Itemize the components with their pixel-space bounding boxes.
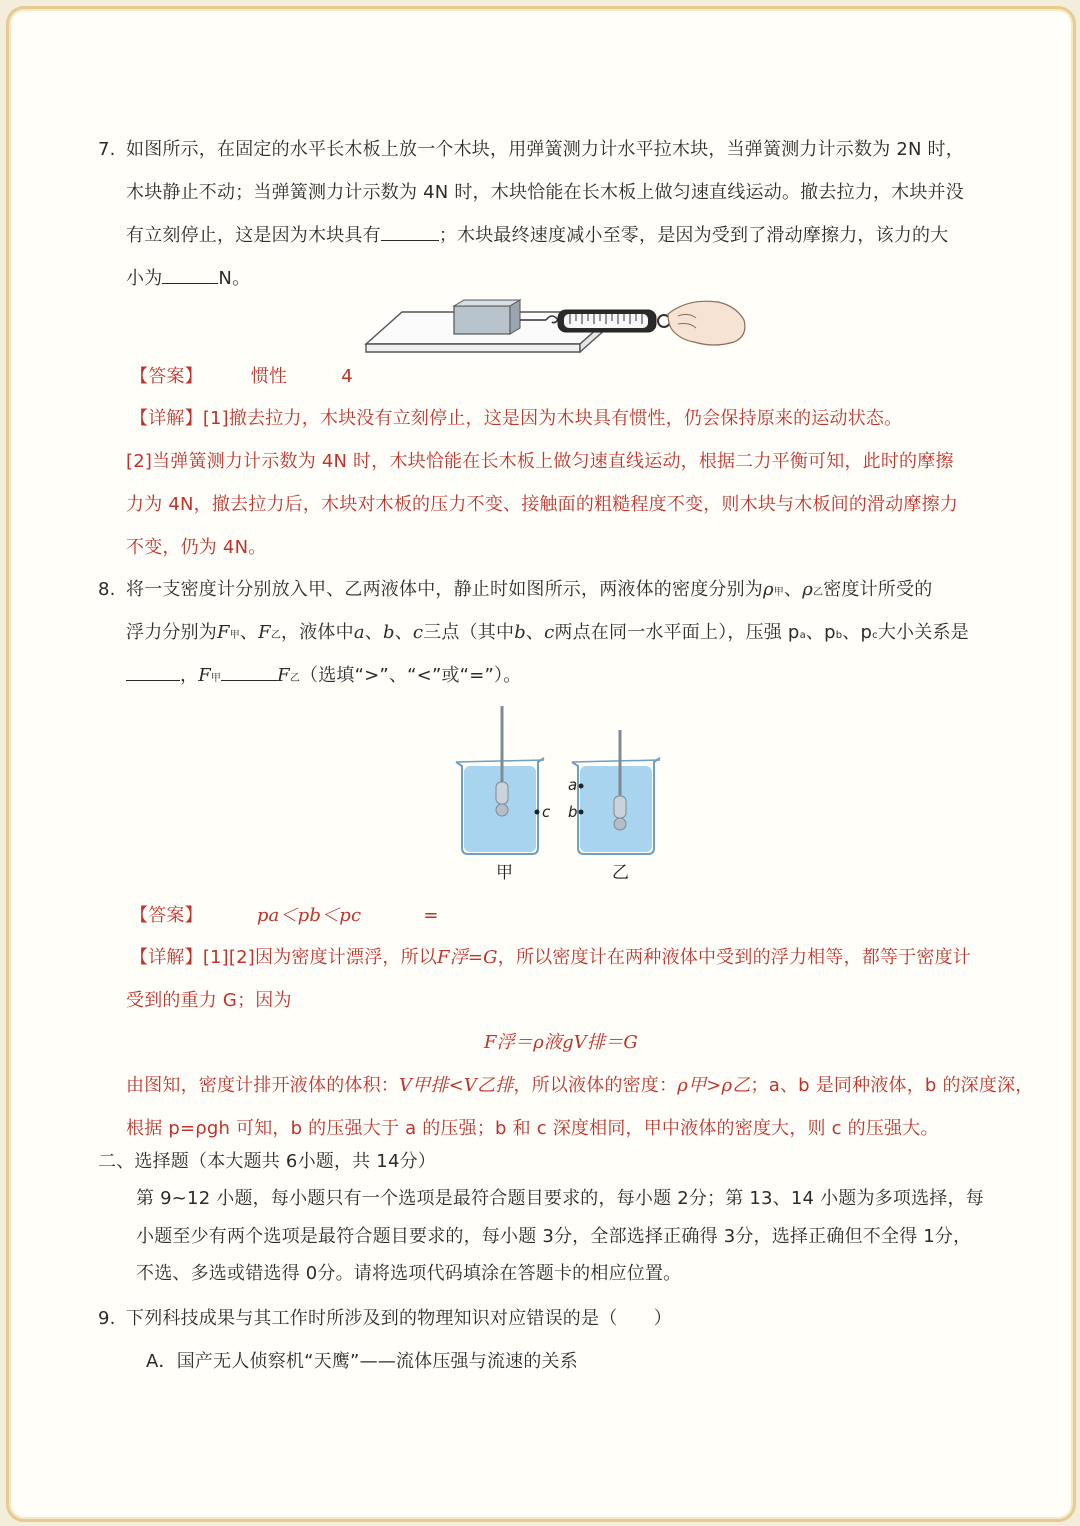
q7-answer: 【答案】 惯性 4 (130, 366, 353, 387)
q8-number: 8. (98, 579, 116, 600)
section-2-intro-1: 第 9~12 小题，每小题只有一个选项是最符合题目要求的，每小题 2分；第 13、14 小题为多项选择，每 (136, 1188, 984, 1209)
hydrometer-bulb (496, 782, 508, 804)
section-2-title: 二、选择题（本大题共 6小题，共 14分） (98, 1151, 436, 1172)
label-a: a (568, 776, 578, 794)
q7-detail-3: 力为 4N，撤去拉力后，木块对木板的压力不变、接触面的粗糙程度不变，则木块与木板间的滑动摩擦力 (126, 494, 959, 515)
q9-number: 9. (98, 1308, 116, 1329)
label-c: c (542, 803, 551, 821)
section-2-intro-2: 小题至少有两个选项是最符合题目要求的，每小题 3分，全部选择正确得 3分，选择正确但不全得 1分， (136, 1226, 972, 1247)
hand (668, 301, 745, 345)
q7-detail-2: [2]当弹簧测力计示数为 4N 时，木块恰能在长木板上做匀速直线运动，根据二力平衡可知，此时的摩擦 (126, 451, 954, 472)
point-c (535, 810, 540, 815)
point-a (579, 784, 584, 789)
q7-detail-4: 不变，仍为 4N。 (126, 537, 267, 558)
answer-blank (381, 222, 439, 241)
q8-detail-3: 由图知，密度计排开液体的体积：V甲排<V乙排，所以液体的密度：ρ甲>ρ乙；a、b 是同种液体，b 的深度深， (126, 1075, 1034, 1096)
q8-answer: 【答案】 pa＜pb＜pc = (130, 905, 439, 926)
q8-formula: F浮＝ρ液gV排＝G (484, 1032, 638, 1053)
q8-line-3: ，F甲 F乙（选填“>”、“<”或“=”）。 (126, 662, 521, 692)
q9-option-a[interactable]: A．国产无人侦察机“天鹰”——流体压强与流速的关系 (146, 1351, 578, 1372)
q7-line-3: 有立刻停止，这是因为木块具有 ；木块最终速度减小至零，是因为受到了滑动摩擦力，该力的大 (126, 222, 948, 249)
q8-line-2: 浮力分别为F甲、F乙，液体中a、b、c三点（其中b、c两点在同一水平面上），压强 pa、pb、pc大小关系是 (126, 622, 969, 643)
label-yi: 乙 (612, 863, 629, 883)
spring-scale-figure (360, 292, 752, 358)
q8-detail-4: 根据 p=ρgh 可知，b 的压强大于 a 的压强；b 和 c 深度相同，甲中液体的密度大，则 c 的压强大。 (126, 1118, 939, 1139)
q7-line-4: 小为 N。 (126, 265, 250, 292)
answer-blank (126, 662, 180, 681)
q7-number: 7. (98, 139, 116, 160)
q9-stem: 9. 下列科技成果与其工作时所涉及到的物理知识对应错误的是（ ） (98, 1306, 672, 1332)
q7-detail-1: 【详解】[1]撤去拉力，木块没有立刻停止，这是因为木块具有惯性，仍会保持原来的运动状态。 (130, 408, 903, 429)
q8-line-1: 8. 将一支密度计分别放入甲、乙两液体中，静止时如图所示，两液体的密度分别为ρ甲、ρ乙密度计所受的 (98, 577, 932, 606)
section-2-intro-3: 不选、多选或错选得 0分。请将选项代码填涂在答题卡的相应位置。 (136, 1263, 682, 1284)
hydrometer-bulb (614, 796, 626, 818)
label-jia: 甲 (496, 863, 513, 883)
wooden-block (454, 306, 510, 334)
q7-line-2: 木块静止不动；当弹簧测力计示数为 4N 时，木块恰能在长木板上做匀速直线运动。撤去拉力，木块并没 (126, 182, 964, 203)
hydrometer-figure (448, 702, 668, 888)
q7-line-1: 7. 如图所示，在固定的水平长木板上放一个木块，用弹簧测力计水平拉木块，当弹簧测力计示数为 2N 时， (98, 137, 964, 163)
q8-detail-1: 【详解】[1][2]因为密度计漂浮，所以F浮=G，所以密度计在两种液体中受到的浮力相等，都等于密度计 (130, 947, 971, 968)
label-b: b (568, 803, 578, 821)
q8-detail-2: 受到的重力 G；因为 (126, 990, 292, 1011)
beaker-jia (456, 706, 551, 883)
beaker-yi (568, 730, 660, 883)
point-b (579, 810, 584, 815)
answer-blank (162, 265, 218, 284)
answer-blank (221, 662, 277, 681)
